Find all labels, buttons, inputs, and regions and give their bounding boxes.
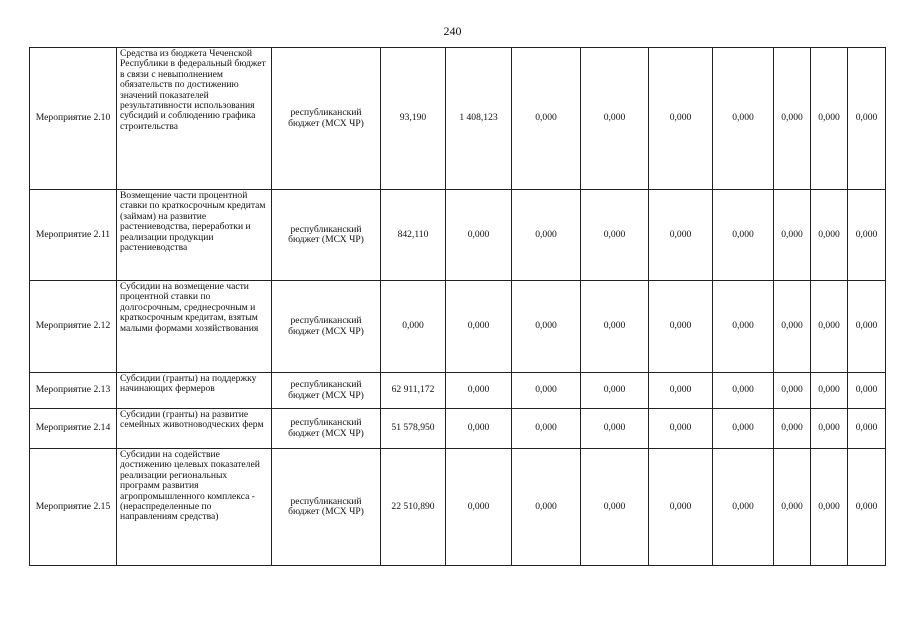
table-row — [30, 409, 886, 449]
source-cell: республиканский бюджет (МСХ ЧР) — [272, 281, 381, 373]
value-cell: 0,000 — [848, 449, 886, 566]
measure-cell: Мероприятие 2.15 — [30, 449, 117, 566]
value-cell: 0,000 — [774, 48, 811, 190]
value-cell: 51 578,950 — [381, 409, 446, 449]
value-cell: 0,000 — [713, 48, 774, 190]
source-cell: республиканский бюджет (МСХ ЧР) — [272, 48, 381, 190]
value-cell: 0,000 — [649, 409, 713, 449]
value-cell: 0,000 — [512, 48, 581, 190]
page-number: 240 — [443, 24, 462, 38]
value-cell: 0,000 — [811, 449, 848, 566]
value-cell: 0,000 — [446, 449, 512, 566]
value-cell: 0,000 — [649, 48, 713, 190]
value-cell: 0,000 — [811, 281, 848, 373]
value-cell: 0,000 — [381, 281, 446, 373]
value-cell: 0,000 — [848, 409, 886, 449]
value-cell: 0,000 — [774, 409, 811, 449]
value-cell: 0,000 — [713, 281, 774, 373]
value-cell: 0,000 — [811, 409, 848, 449]
value-cell: 93,190 — [381, 48, 446, 190]
value-cell: 0,000 — [811, 373, 848, 409]
measure-cell: Мероприятие 2.14 — [30, 409, 117, 449]
value-cell: 62 911,172 — [381, 373, 446, 409]
value-cell: 0,000 — [848, 373, 886, 409]
table-row — [30, 281, 886, 373]
value-cell: 1 408,123 — [446, 48, 512, 190]
value-cell: 0,000 — [649, 281, 713, 373]
value-cell: 0,000 — [446, 281, 512, 373]
value-cell: 0,000 — [512, 373, 581, 409]
value-cell: 0,000 — [774, 281, 811, 373]
description-cell: Субсидии (гранты) на развитие семейных животноводческих ферм — [117, 409, 272, 449]
value-cell: 0,000 — [649, 373, 713, 409]
value-cell: 0,000 — [774, 449, 811, 566]
table-row — [30, 373, 886, 409]
source-cell: республиканский бюджет (МСХ ЧР) — [272, 409, 381, 449]
value-cell: 0,000 — [811, 190, 848, 281]
source-cell: республиканский бюджет (МСХ ЧР) — [272, 449, 381, 566]
value-cell: 0,000 — [649, 449, 713, 566]
value-cell: 22 510,890 — [381, 449, 446, 566]
description-cell: Субсидии на содействие достижению целевых показателей реализации региональных программ развития агропромышленного комплекса - (нераспределенные по направлениям средства) — [117, 449, 272, 566]
value-cell: 0,000 — [848, 48, 886, 190]
measure-cell: Мероприятие 2.10 — [30, 48, 117, 190]
measure-cell: Мероприятие 2.11 — [30, 190, 117, 281]
value-cell: 0,000 — [581, 449, 649, 566]
table-row — [30, 48, 886, 190]
value-cell: 0,000 — [581, 281, 649, 373]
value-cell: 0,000 — [713, 449, 774, 566]
source-cell: республиканский бюджет (МСХ ЧР) — [272, 373, 381, 409]
value-cell: 0,000 — [581, 409, 649, 449]
table-row — [30, 449, 886, 566]
value-cell: 0,000 — [581, 190, 649, 281]
value-cell: 0,000 — [512, 449, 581, 566]
measure-cell: Мероприятие 2.12 — [30, 281, 117, 373]
value-cell: 0,000 — [713, 190, 774, 281]
value-cell: 842,110 — [381, 190, 446, 281]
value-cell: 0,000 — [774, 190, 811, 281]
value-cell: 0,000 — [649, 190, 713, 281]
value-cell: 0,000 — [512, 281, 581, 373]
description-cell: Субсидии на возмещение части процентной ставки по долгосрочным, среднесрочным и краткосрочным кредитам, взятым малыми формами хозяйствования — [117, 281, 272, 373]
description-cell: Средства из бюджета Чеченской Республики в федеральный бюджет в связи с невыполнением обязательств по достижению значений показателей результативности использования субсидий и соблюдению графика строительства — [117, 48, 272, 190]
value-cell: 0,000 — [774, 373, 811, 409]
value-cell: 0,000 — [713, 409, 774, 449]
measure-cell: Мероприятие 2.13 — [30, 373, 117, 409]
value-cell: 0,000 — [446, 373, 512, 409]
value-cell: 0,000 — [811, 48, 848, 190]
value-cell: 0,000 — [446, 409, 512, 449]
source-cell: республиканский бюджет (МСХ ЧР) — [272, 190, 381, 281]
description-cell: Субсидии (гранты) на поддержку начинающих фермеров — [117, 373, 272, 409]
value-cell: 0,000 — [713, 373, 774, 409]
budget-table — [29, 47, 886, 566]
value-cell: 0,000 — [446, 190, 512, 281]
table-row — [30, 190, 886, 281]
value-cell: 0,000 — [512, 190, 581, 281]
value-cell: 0,000 — [512, 409, 581, 449]
description-cell: Возмещение части процентной ставки по краткосрочным кредитам (займам) на развитие растениеводства, переработки и реализации продукции растениеводства — [117, 190, 272, 281]
value-cell: 0,000 — [848, 281, 886, 373]
value-cell: 0,000 — [848, 190, 886, 281]
value-cell: 0,000 — [581, 48, 649, 190]
value-cell: 0,000 — [581, 373, 649, 409]
